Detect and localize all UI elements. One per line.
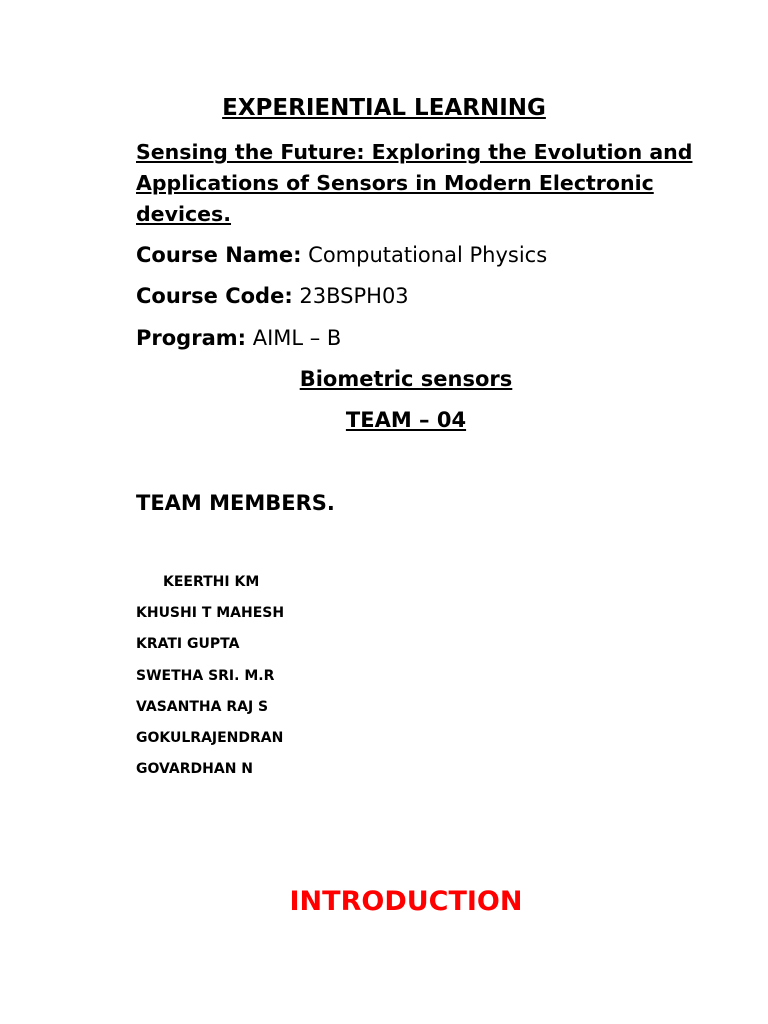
program-label: Program: bbox=[136, 326, 247, 350]
course-code-value: 23BSPH03 bbox=[299, 284, 409, 308]
program-line bbox=[136, 324, 341, 352]
program-value: AIML – B bbox=[252, 326, 342, 350]
document-title: EXPERIENTIAL LEARNING bbox=[222, 95, 546, 121]
document-subtitle: Sensing the Future: Exploring the Evolution and Applications of Sensors in Modern Electronic devices. bbox=[136, 140, 693, 226]
course-name-label: Course Name: bbox=[136, 243, 302, 267]
team-member: KRATI GUPTA bbox=[136, 636, 240, 653]
course-code-line bbox=[136, 282, 409, 310]
course-code-label: Course Code: bbox=[136, 284, 293, 308]
team-member: GOVARDHAN N bbox=[136, 761, 253, 778]
introduction-heading: INTRODUCTION bbox=[289, 886, 523, 917]
team-member: VASANTHA RAJ S bbox=[136, 698, 269, 715]
course-name-line bbox=[136, 241, 547, 269]
team-member: GOKULRAJENDRAN bbox=[136, 729, 284, 746]
team-heading: TEAM – 04 bbox=[345, 408, 467, 432]
course-name-value: Computational Physics bbox=[308, 243, 548, 267]
team-member-list bbox=[136, 570, 284, 788]
team-member: KHUSHI T MAHESH bbox=[136, 605, 285, 622]
topic-heading: Biometric sensors bbox=[299, 367, 513, 391]
team-member: SWETHA SRI. M.R bbox=[136, 667, 275, 684]
team-members-heading: TEAM MEMBERS. bbox=[136, 491, 335, 515]
team-member: KEERTHI KM bbox=[163, 574, 260, 590]
